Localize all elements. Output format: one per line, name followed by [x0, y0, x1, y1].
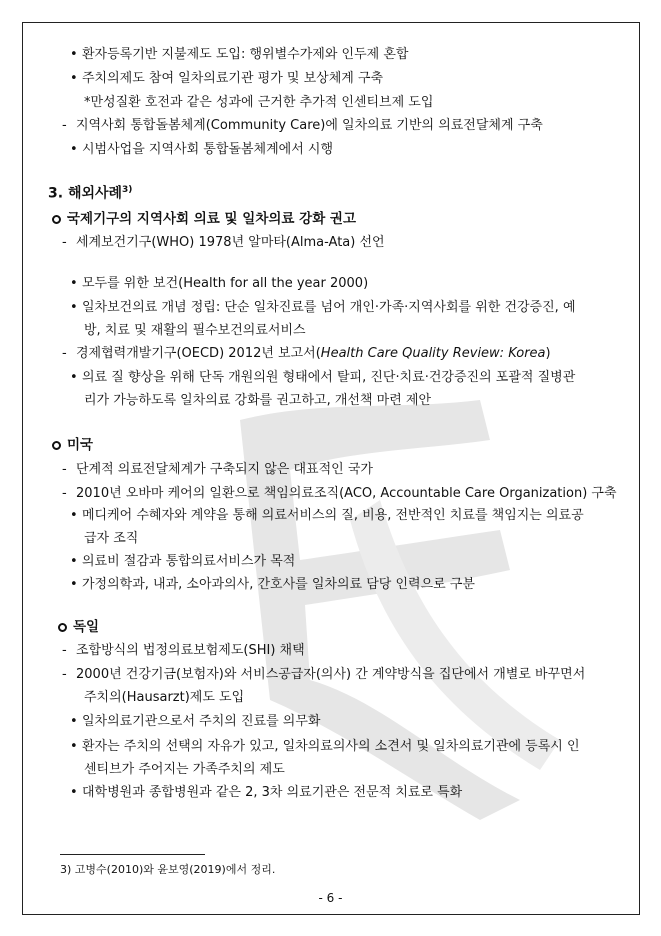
body-line-text: 주치의(Hausarzt)제도 도입: [84, 690, 245, 705]
page-number: - 6 -: [318, 891, 343, 905]
dash-marker: -: [62, 486, 67, 501]
body-line: [70, 71, 383, 87]
bullet-icon: •: [70, 47, 78, 62]
bullet-icon: •: [70, 577, 78, 592]
subheading-text: 미국: [67, 437, 94, 453]
subheading-text: 국제기구의 지역사회 의료 및 일차의료 강화 권고: [67, 211, 357, 227]
subheading: [52, 211, 356, 227]
body-line-text: 센티브가 주어지는 가족주치의 제도: [84, 762, 285, 777]
body-line: [70, 554, 295, 570]
dash-marker: -: [62, 462, 67, 477]
bullet-icon: •: [70, 142, 78, 157]
body-line-text: 주치의제도 참여 일차의료기관 평가 및 보상체계 구축: [82, 71, 384, 86]
body-line-text: 의료 질 향상을 위해 단독 개원의원 형태에서 탈피, 진단·치료·건강증진의 포괄적 질병관: [82, 370, 576, 385]
dash-marker: -: [62, 643, 67, 658]
body-line-text: 환자등록기반 지불제도 도입: 행위별수가제와 인두제 혼합: [82, 47, 409, 62]
body-line: [84, 690, 244, 706]
body-line-text: 환자는 주치의 선택의 자유가 있고, 일차의료의사의 소견서 및 일차의료기관에 등록시 인: [82, 739, 580, 754]
bullet-icon: •: [70, 276, 78, 291]
body-line: [70, 577, 475, 593]
body-line: [62, 235, 385, 251]
footnote: 3) 고병수(2010)와 윤보영(2019)에서 정리.: [60, 863, 276, 876]
circle-bullet-icon: [52, 215, 61, 224]
body-line-text: 일차의료기관으로서 주치의 진료를 의무화: [82, 714, 321, 729]
body-line-text: 급자 조직: [84, 531, 139, 546]
dash-marker: -: [62, 346, 67, 361]
circle-bullet-icon: [52, 441, 61, 450]
bullet-icon: •: [70, 71, 78, 86]
footnote-divider: [60, 854, 205, 855]
body-line: [84, 531, 138, 547]
body-line: [70, 785, 462, 801]
body-line: [70, 47, 408, 63]
body-line-text: 방, 치료 및 재활의 필수보건의료서비스: [84, 323, 306, 338]
dash-marker: -: [62, 667, 67, 682]
body-line: [70, 714, 320, 730]
body-line-text: 가정의학과, 내과, 소아과의사, 간호사를 일차의료 담당 인력으로 구분: [82, 577, 475, 592]
body-line: [70, 739, 580, 755]
body-line-text: 단계적 의료전달체계가 구축되지 않은 대표적인 국가: [76, 462, 373, 477]
body-line: [62, 462, 373, 478]
body-line: [70, 300, 576, 316]
body-line-text: 메디케어 수혜자와 계약을 통해 의료서비스의 질, 비용, 전반적인 치료를 책임지는 의료공: [82, 508, 584, 523]
bullet-icon: •: [70, 785, 78, 800]
dash-marker: -: [62, 118, 67, 133]
bullet-icon: •: [70, 739, 78, 754]
body-line-text: 경제협력개발기구(OECD) 2012년 보고서(Health Care Quality Review: Korea): [76, 346, 551, 361]
body-line: [84, 323, 306, 339]
bullet-icon: •: [70, 300, 78, 315]
body-line: [70, 370, 575, 386]
body-line-text: 2010년 오바마 케어의 일환으로 책임의료조직(ACO, Accountable Care Organization) 구축: [76, 486, 617, 501]
section-heading: 3. 해외사례$^{3)}$: [48, 185, 133, 202]
body-line-text: 모두를 위한 보건(Health for all the year 2000): [82, 276, 369, 291]
body-line: [62, 667, 585, 683]
body-line-text: 리가 가능하도록 일차의료 강화를 권고하고, 개선책 마련 제안: [84, 393, 432, 408]
body-line-text: 조합방식의 법정의료보험제도(SHI) 채택: [76, 643, 305, 658]
body-line-text: 의료비 절감과 통합의료서비스가 목적: [82, 554, 296, 569]
circle-bullet-icon: [58, 623, 67, 632]
body-line: [62, 346, 551, 362]
body-line: [70, 142, 333, 158]
body-line-text: *만성질환 호전과 같은 성과에 근거한 추가적 인센티브제 도입: [84, 95, 434, 110]
body-line: [62, 486, 617, 502]
body-line-text: 2000년 건강기금(보험자)와 서비스공급자(의사) 간 계약방식을 집단에서 개별로 바꾸면서: [76, 667, 586, 682]
body-line: [70, 276, 368, 292]
body-line-text: 일차보건의료 개념 정립: 단순 일차진료를 넘어 개인·가족·지역사회를 위한 건강증진, 예: [82, 300, 576, 315]
body-line: [84, 393, 431, 409]
subheading: [58, 619, 99, 635]
bullet-icon: •: [70, 508, 78, 523]
body-line: [84, 762, 285, 778]
body-line-text: 대학병원과 종합병원과 같은 2, 3차 의료기관은 전문적 치료로 특화: [82, 785, 463, 800]
body-line: [70, 508, 584, 524]
body-line-text: 지역사회 통합돌봄체계(Community Care)에 일차의료 기반의 의료전달체계 구축: [76, 118, 543, 133]
body-line-text: 시범사업을 지역사회 통합돌봄체계에서 시행: [82, 142, 333, 157]
bullet-icon: •: [70, 554, 78, 569]
subheading: [52, 437, 93, 453]
bullet-icon: •: [70, 370, 78, 385]
dash-marker: -: [62, 235, 67, 250]
body-line-text: 세계보건기구(WHO) 1978년 알마타(Alma-Ata) 선언: [76, 235, 385, 250]
bullet-icon: •: [70, 714, 78, 729]
subheading-text: 독일: [73, 619, 100, 635]
body-line: [84, 95, 433, 111]
body-line: [62, 643, 305, 659]
body-line: [62, 118, 543, 134]
